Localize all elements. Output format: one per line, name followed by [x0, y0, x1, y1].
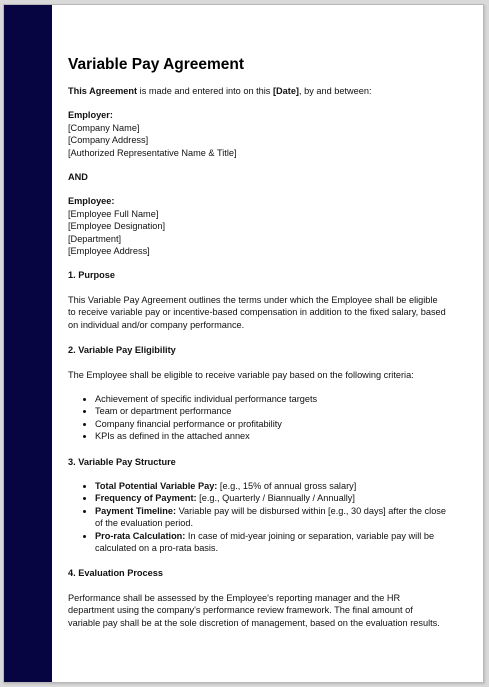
structure-item-text: In case of mid-year joining or separation, variable pay will be calculated on a pro-rata basis. [95, 530, 435, 553]
list-item [95, 530, 446, 555]
section-heading-structure: 3. Variable Pay Structure [68, 456, 176, 467]
structure-item-text: Variable pay will be disbursed within [e.g., 30 days] after the close of the evaluation period. [95, 505, 447, 529]
intro-date-placeholder: [Date] [272, 86, 299, 96]
document-title: Variable Pay Agreement [68, 56, 245, 73]
employer-line: [Company Name] [68, 122, 140, 133]
employer-heading: Employer: [68, 110, 113, 121]
section-heading-evaluation: 4. Evaluation Process [68, 568, 163, 579]
list-item: • Team or department performance [95, 405, 446, 417]
section-heading-purpose: 1. Purpose [68, 270, 115, 281]
structure-item-text: [e.g., Quarterly / Biannually / Annually] [196, 493, 355, 504]
employer-line: [Authorized Representative Name & Title] [68, 147, 237, 158]
structure-item-label: Frequency of Payment: [95, 493, 197, 504]
list-item [95, 480, 446, 492]
structure-item-text: [e.g., 15% of annual gross salary] [217, 480, 357, 491]
intro-paragraph [68, 85, 446, 97]
list-item [95, 505, 446, 530]
purpose-body: This Variable Pay Agreement outlines the terms under which the Employee shall be eligible to receive variable pay or incentive-based compensation in addition to the fixed salary, based on individual and/or company performance. [68, 294, 446, 330]
document-page [3, 4, 484, 683]
employee-heading: Employee: [68, 196, 115, 207]
document-body [68, 55, 446, 629]
structure-item-label: Total Potential Variable Pay: [95, 480, 218, 491]
section-heading-eligibility: 2. Variable Pay Eligibility [68, 345, 176, 356]
list-item: • Company financial performance or profitability [95, 418, 446, 430]
employee-line: [Employee Designation] [68, 221, 166, 232]
employee-line: [Employee Full Name] [68, 208, 159, 219]
eligibility-list [68, 393, 446, 443]
structure-list [68, 480, 446, 554]
structure-item-label: Pro-rata Calculation: [95, 530, 186, 541]
employer-line: [Company Address] [68, 135, 149, 146]
employee-line: [Department] [68, 233, 122, 244]
eligibility-body: The Employee shall be eligible to receive variable pay based on the following criteria: [68, 369, 414, 380]
evaluation-body: Performance shall be assessed by the Employee's reporting manager and the HR department using the company's performance review framework. The final amount of variable pay shall be at the sole discretion of management, based on the evaluation results. [68, 592, 440, 628]
intro-bold-prefix: This Agreement [68, 86, 138, 96]
structure-item-label: Payment Timeline: [95, 505, 177, 516]
and-separator: AND [68, 172, 88, 183]
intro-text-1: is made and entered into on this [137, 86, 273, 96]
employer-block [68, 109, 446, 159]
list-item [95, 492, 446, 504]
list-item: • Achievement of specific individual performance targets [95, 393, 446, 405]
list-item: • KPIs as defined in the attached annex [95, 430, 446, 442]
employee-line: [Employee Address] [68, 246, 150, 257]
employee-block [68, 195, 446, 257]
sidebar-band [4, 5, 52, 682]
intro-text-2: , by and between: [299, 86, 372, 96]
